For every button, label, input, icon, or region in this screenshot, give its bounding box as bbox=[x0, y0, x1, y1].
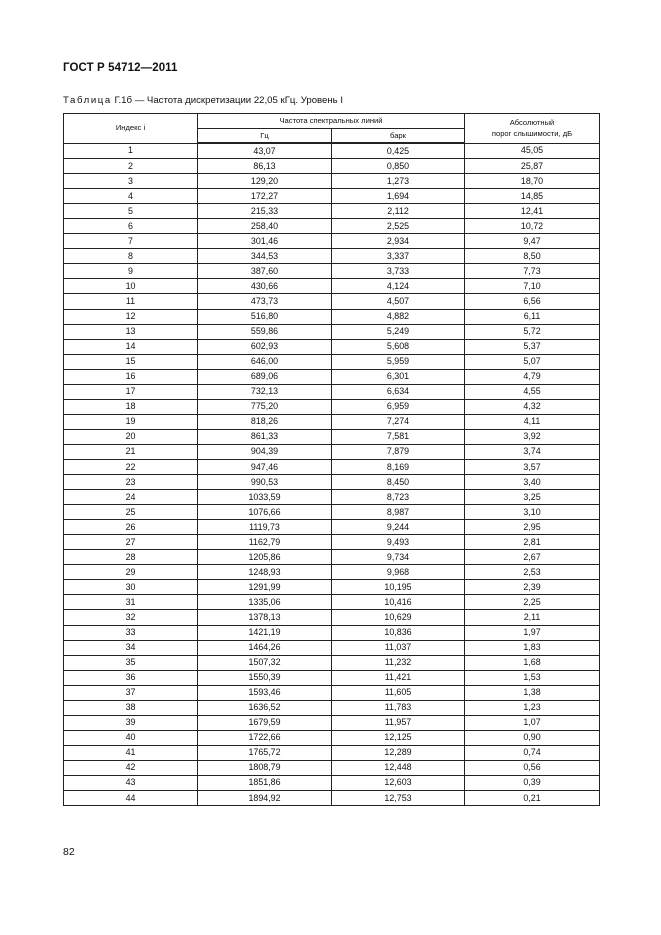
table-row bbox=[64, 580, 600, 595]
cell-hz: 1765,72 bbox=[198, 745, 332, 760]
cell-hz: 1507,32 bbox=[198, 655, 332, 670]
cell-threshold: 5,37 bbox=[465, 339, 600, 354]
cell-hz: 473,73 bbox=[198, 294, 332, 309]
cell-hz: 86,13 bbox=[198, 159, 332, 174]
cell-hz: 947,46 bbox=[198, 459, 332, 474]
cell-threshold: 10,72 bbox=[465, 219, 600, 234]
cell-hz: 646,00 bbox=[198, 354, 332, 369]
table-row bbox=[64, 595, 600, 610]
table-row bbox=[64, 369, 600, 384]
table-row bbox=[64, 670, 600, 685]
table-row bbox=[64, 459, 600, 474]
table-row bbox=[64, 249, 600, 264]
cell-threshold: 1,83 bbox=[465, 640, 600, 655]
cell-threshold: 3,74 bbox=[465, 444, 600, 459]
cell-index: 19 bbox=[64, 414, 198, 429]
cell-threshold: 45,05 bbox=[465, 143, 600, 159]
cell-index: 31 bbox=[64, 595, 198, 610]
cell-index: 21 bbox=[64, 444, 198, 459]
cell-hz: 1636,52 bbox=[198, 700, 332, 715]
table-row bbox=[64, 565, 600, 580]
cell-bark: 12,289 bbox=[332, 745, 465, 760]
cell-bark: 12,125 bbox=[332, 730, 465, 745]
table-row bbox=[64, 760, 600, 775]
cell-index: 30 bbox=[64, 580, 198, 595]
cell-index: 44 bbox=[64, 791, 198, 806]
cell-bark: 3,337 bbox=[332, 249, 465, 264]
cell-hz: 258,40 bbox=[198, 219, 332, 234]
cell-hz: 129,20 bbox=[198, 174, 332, 189]
cell-threshold: 4,32 bbox=[465, 399, 600, 414]
cell-hz: 1550,39 bbox=[198, 670, 332, 685]
cell-threshold: 7,10 bbox=[465, 279, 600, 294]
cell-bark: 11,783 bbox=[332, 700, 465, 715]
table-caption-text: Г.1б — Частота дискретизации 22,05 кГц. Уровень I bbox=[111, 95, 344, 106]
cell-hz: 387,60 bbox=[198, 264, 332, 279]
cell-hz: 990,53 bbox=[198, 475, 332, 490]
cell-hz: 1894,92 bbox=[198, 791, 332, 806]
cell-threshold: 2,67 bbox=[465, 550, 600, 565]
cell-bark: 3,733 bbox=[332, 264, 465, 279]
cell-bark: 4,882 bbox=[332, 309, 465, 324]
cell-index: 38 bbox=[64, 700, 198, 715]
cell-bark: 8,723 bbox=[332, 490, 465, 505]
cell-hz: 732,13 bbox=[198, 384, 332, 399]
header-frequency-group: Частота спектральных линий bbox=[198, 114, 465, 129]
table-row bbox=[64, 234, 600, 249]
cell-bark: 11,421 bbox=[332, 670, 465, 685]
cell-index: 13 bbox=[64, 324, 198, 339]
cell-bark: 9,493 bbox=[332, 535, 465, 550]
cell-threshold: 0,21 bbox=[465, 791, 600, 806]
cell-bark: 11,605 bbox=[332, 685, 465, 700]
cell-index: 33 bbox=[64, 625, 198, 640]
table-row bbox=[64, 791, 600, 806]
cell-bark: 12,603 bbox=[332, 775, 465, 790]
cell-bark: 7,581 bbox=[332, 429, 465, 444]
cell-threshold: 25,87 bbox=[465, 159, 600, 174]
cell-threshold: 1,38 bbox=[465, 685, 600, 700]
cell-bark: 0,425 bbox=[332, 143, 465, 159]
table-row bbox=[64, 505, 600, 520]
cell-threshold: 3,25 bbox=[465, 490, 600, 505]
cell-index: 26 bbox=[64, 520, 198, 535]
cell-hz: 602,93 bbox=[198, 339, 332, 354]
cell-bark: 10,629 bbox=[332, 610, 465, 625]
cell-index: 10 bbox=[64, 279, 198, 294]
cell-threshold: 2,81 bbox=[465, 535, 600, 550]
cell-hz: 1291,99 bbox=[198, 580, 332, 595]
table-row bbox=[64, 414, 600, 429]
cell-threshold: 5,72 bbox=[465, 324, 600, 339]
cell-threshold: 1,68 bbox=[465, 655, 600, 670]
cell-hz: 301,46 bbox=[198, 234, 332, 249]
cell-threshold: 18,70 bbox=[465, 174, 600, 189]
cell-bark: 6,634 bbox=[332, 384, 465, 399]
cell-index: 15 bbox=[64, 354, 198, 369]
cell-threshold: 12,41 bbox=[465, 204, 600, 219]
cell-bark: 5,249 bbox=[332, 324, 465, 339]
cell-threshold: 1,97 bbox=[465, 625, 600, 640]
header-threshold bbox=[465, 114, 600, 144]
cell-threshold: 5,07 bbox=[465, 354, 600, 369]
cell-hz: 172,27 bbox=[198, 189, 332, 204]
cell-index: 1 bbox=[64, 143, 198, 159]
cell-threshold: 9,47 bbox=[465, 234, 600, 249]
table-row bbox=[64, 520, 600, 535]
table-row bbox=[64, 294, 600, 309]
cell-hz: 1248,93 bbox=[198, 565, 332, 580]
cell-hz: 818,26 bbox=[198, 414, 332, 429]
cell-index: 16 bbox=[64, 369, 198, 384]
cell-hz: 1593,46 bbox=[198, 685, 332, 700]
cell-threshold: 1,23 bbox=[465, 700, 600, 715]
cell-bark: 12,448 bbox=[332, 760, 465, 775]
cell-bark: 1,273 bbox=[332, 174, 465, 189]
cell-hz: 1851,86 bbox=[198, 775, 332, 790]
table-row bbox=[64, 204, 600, 219]
header-threshold-line2: порог слышимости, дБ bbox=[491, 129, 573, 139]
cell-threshold: 3,57 bbox=[465, 459, 600, 474]
cell-index: 11 bbox=[64, 294, 198, 309]
cell-index: 39 bbox=[64, 715, 198, 730]
table-row bbox=[64, 625, 600, 640]
table-row bbox=[64, 550, 600, 565]
cell-hz: 43,07 bbox=[198, 143, 332, 159]
cell-hz: 559,86 bbox=[198, 324, 332, 339]
cell-index: 17 bbox=[64, 384, 198, 399]
cell-index: 4 bbox=[64, 189, 198, 204]
cell-index: 41 bbox=[64, 745, 198, 760]
cell-index: 3 bbox=[64, 174, 198, 189]
cell-index: 2 bbox=[64, 159, 198, 174]
cell-threshold: 14,85 bbox=[465, 189, 600, 204]
cell-index: 12 bbox=[64, 309, 198, 324]
cell-bark: 10,195 bbox=[332, 580, 465, 595]
cell-hz: 1464,26 bbox=[198, 640, 332, 655]
cell-bark: 8,450 bbox=[332, 475, 465, 490]
cell-index: 24 bbox=[64, 490, 198, 505]
cell-bark: 11,037 bbox=[332, 640, 465, 655]
cell-threshold: 0,74 bbox=[465, 745, 600, 760]
cell-index: 7 bbox=[64, 234, 198, 249]
cell-threshold: 4,11 bbox=[465, 414, 600, 429]
cell-threshold: 1,07 bbox=[465, 715, 600, 730]
cell-threshold: 2,95 bbox=[465, 520, 600, 535]
cell-index: 22 bbox=[64, 459, 198, 474]
cell-index: 18 bbox=[64, 399, 198, 414]
table-row bbox=[64, 490, 600, 505]
cell-hz: 1076,66 bbox=[198, 505, 332, 520]
cell-threshold: 2,25 bbox=[465, 595, 600, 610]
spectral-lines-table bbox=[63, 113, 600, 806]
cell-index: 9 bbox=[64, 264, 198, 279]
cell-index: 6 bbox=[64, 219, 198, 234]
cell-threshold: 3,92 bbox=[465, 429, 600, 444]
cell-bark: 12,753 bbox=[332, 791, 465, 806]
cell-bark: 2,112 bbox=[332, 204, 465, 219]
document-title: ГОСТ Р 54712—2011 bbox=[63, 62, 178, 74]
cell-bark: 5,608 bbox=[332, 339, 465, 354]
cell-hz: 516,80 bbox=[198, 309, 332, 324]
cell-index: 42 bbox=[64, 760, 198, 775]
cell-hz: 1378,13 bbox=[198, 610, 332, 625]
table-row bbox=[64, 700, 600, 715]
cell-index: 32 bbox=[64, 610, 198, 625]
cell-index: 25 bbox=[64, 505, 198, 520]
cell-hz: 344,53 bbox=[198, 249, 332, 264]
table-row bbox=[64, 143, 600, 159]
cell-bark: 1,694 bbox=[332, 189, 465, 204]
cell-bark: 11,232 bbox=[332, 655, 465, 670]
cell-hz: 1119,73 bbox=[198, 520, 332, 535]
table-row bbox=[64, 189, 600, 204]
cell-threshold: 4,55 bbox=[465, 384, 600, 399]
cell-hz: 1162,79 bbox=[198, 535, 332, 550]
cell-index: 20 bbox=[64, 429, 198, 444]
cell-hz: 689,06 bbox=[198, 369, 332, 384]
table-row bbox=[64, 384, 600, 399]
table-row bbox=[64, 444, 600, 459]
table-row bbox=[64, 775, 600, 790]
cell-index: 8 bbox=[64, 249, 198, 264]
header-threshold-line1: Абсолютный bbox=[509, 118, 555, 128]
cell-threshold: 6,11 bbox=[465, 309, 600, 324]
table-row bbox=[64, 655, 600, 670]
table-row bbox=[64, 279, 600, 294]
cell-bark: 9,244 bbox=[332, 520, 465, 535]
cell-index: 28 bbox=[64, 550, 198, 565]
table-row bbox=[64, 354, 600, 369]
cell-index: 5 bbox=[64, 204, 198, 219]
cell-threshold: 3,40 bbox=[465, 475, 600, 490]
cell-hz: 861,33 bbox=[198, 429, 332, 444]
cell-threshold: 2,11 bbox=[465, 610, 600, 625]
cell-bark: 5,959 bbox=[332, 354, 465, 369]
cell-threshold: 2,53 bbox=[465, 565, 600, 580]
table-row bbox=[64, 159, 600, 174]
table-row bbox=[64, 640, 600, 655]
cell-index: 43 bbox=[64, 775, 198, 790]
table-row bbox=[64, 339, 600, 354]
table-row bbox=[64, 429, 600, 444]
table-row bbox=[64, 685, 600, 700]
cell-hz: 1808,79 bbox=[198, 760, 332, 775]
cell-bark: 10,836 bbox=[332, 625, 465, 640]
cell-hz: 775,20 bbox=[198, 399, 332, 414]
header-hz: Гц bbox=[198, 129, 332, 144]
cell-bark: 2,525 bbox=[332, 219, 465, 234]
cell-index: 34 bbox=[64, 640, 198, 655]
cell-threshold: 4,79 bbox=[465, 369, 600, 384]
cell-threshold: 2,39 bbox=[465, 580, 600, 595]
table-row bbox=[64, 715, 600, 730]
header-index: Индекс i bbox=[64, 114, 198, 144]
cell-threshold: 8,50 bbox=[465, 249, 600, 264]
table-row bbox=[64, 730, 600, 745]
table-caption-prefix: Таблица bbox=[63, 95, 112, 106]
cell-bark: 11,957 bbox=[332, 715, 465, 730]
cell-threshold: 0,39 bbox=[465, 775, 600, 790]
cell-bark: 9,968 bbox=[332, 565, 465, 580]
cell-bark: 2,934 bbox=[332, 234, 465, 249]
cell-bark: 10,416 bbox=[332, 595, 465, 610]
cell-threshold: 6,56 bbox=[465, 294, 600, 309]
page-number: 82 bbox=[63, 846, 75, 858]
cell-bark: 6,301 bbox=[332, 369, 465, 384]
cell-bark: 7,274 bbox=[332, 414, 465, 429]
cell-hz: 1679,59 bbox=[198, 715, 332, 730]
cell-threshold: 0,56 bbox=[465, 760, 600, 775]
cell-hz: 1421,19 bbox=[198, 625, 332, 640]
cell-threshold: 1,53 bbox=[465, 670, 600, 685]
cell-index: 40 bbox=[64, 730, 198, 745]
table-caption bbox=[63, 95, 343, 106]
cell-index: 23 bbox=[64, 475, 198, 490]
cell-threshold: 3,10 bbox=[465, 505, 600, 520]
cell-index: 35 bbox=[64, 655, 198, 670]
cell-bark: 4,124 bbox=[332, 279, 465, 294]
cell-hz: 215,33 bbox=[198, 204, 332, 219]
table-row bbox=[64, 399, 600, 414]
cell-bark: 9,734 bbox=[332, 550, 465, 565]
table-row bbox=[64, 745, 600, 760]
cell-bark: 0,850 bbox=[332, 159, 465, 174]
table-row bbox=[64, 610, 600, 625]
cell-bark: 4,507 bbox=[332, 294, 465, 309]
table-body bbox=[64, 143, 600, 806]
table-row bbox=[64, 174, 600, 189]
cell-hz: 1205,86 bbox=[198, 550, 332, 565]
table-row bbox=[64, 535, 600, 550]
cell-index: 29 bbox=[64, 565, 198, 580]
cell-hz: 904,39 bbox=[198, 444, 332, 459]
cell-index: 14 bbox=[64, 339, 198, 354]
table-row bbox=[64, 475, 600, 490]
table-row bbox=[64, 324, 600, 339]
cell-hz: 1033,59 bbox=[198, 490, 332, 505]
cell-bark: 7,879 bbox=[332, 444, 465, 459]
table-row bbox=[64, 309, 600, 324]
header-bark: барк bbox=[332, 129, 465, 144]
cell-hz: 430,66 bbox=[198, 279, 332, 294]
table-row bbox=[64, 264, 600, 279]
cell-hz: 1335,06 bbox=[198, 595, 332, 610]
cell-bark: 8,987 bbox=[332, 505, 465, 520]
cell-index: 36 bbox=[64, 670, 198, 685]
table-row bbox=[64, 219, 600, 234]
cell-threshold: 0,90 bbox=[465, 730, 600, 745]
cell-threshold: 7,73 bbox=[465, 264, 600, 279]
cell-index: 27 bbox=[64, 535, 198, 550]
cell-index: 37 bbox=[64, 685, 198, 700]
cell-hz: 1722,66 bbox=[198, 730, 332, 745]
cell-bark: 6,959 bbox=[332, 399, 465, 414]
cell-bark: 8,169 bbox=[332, 459, 465, 474]
